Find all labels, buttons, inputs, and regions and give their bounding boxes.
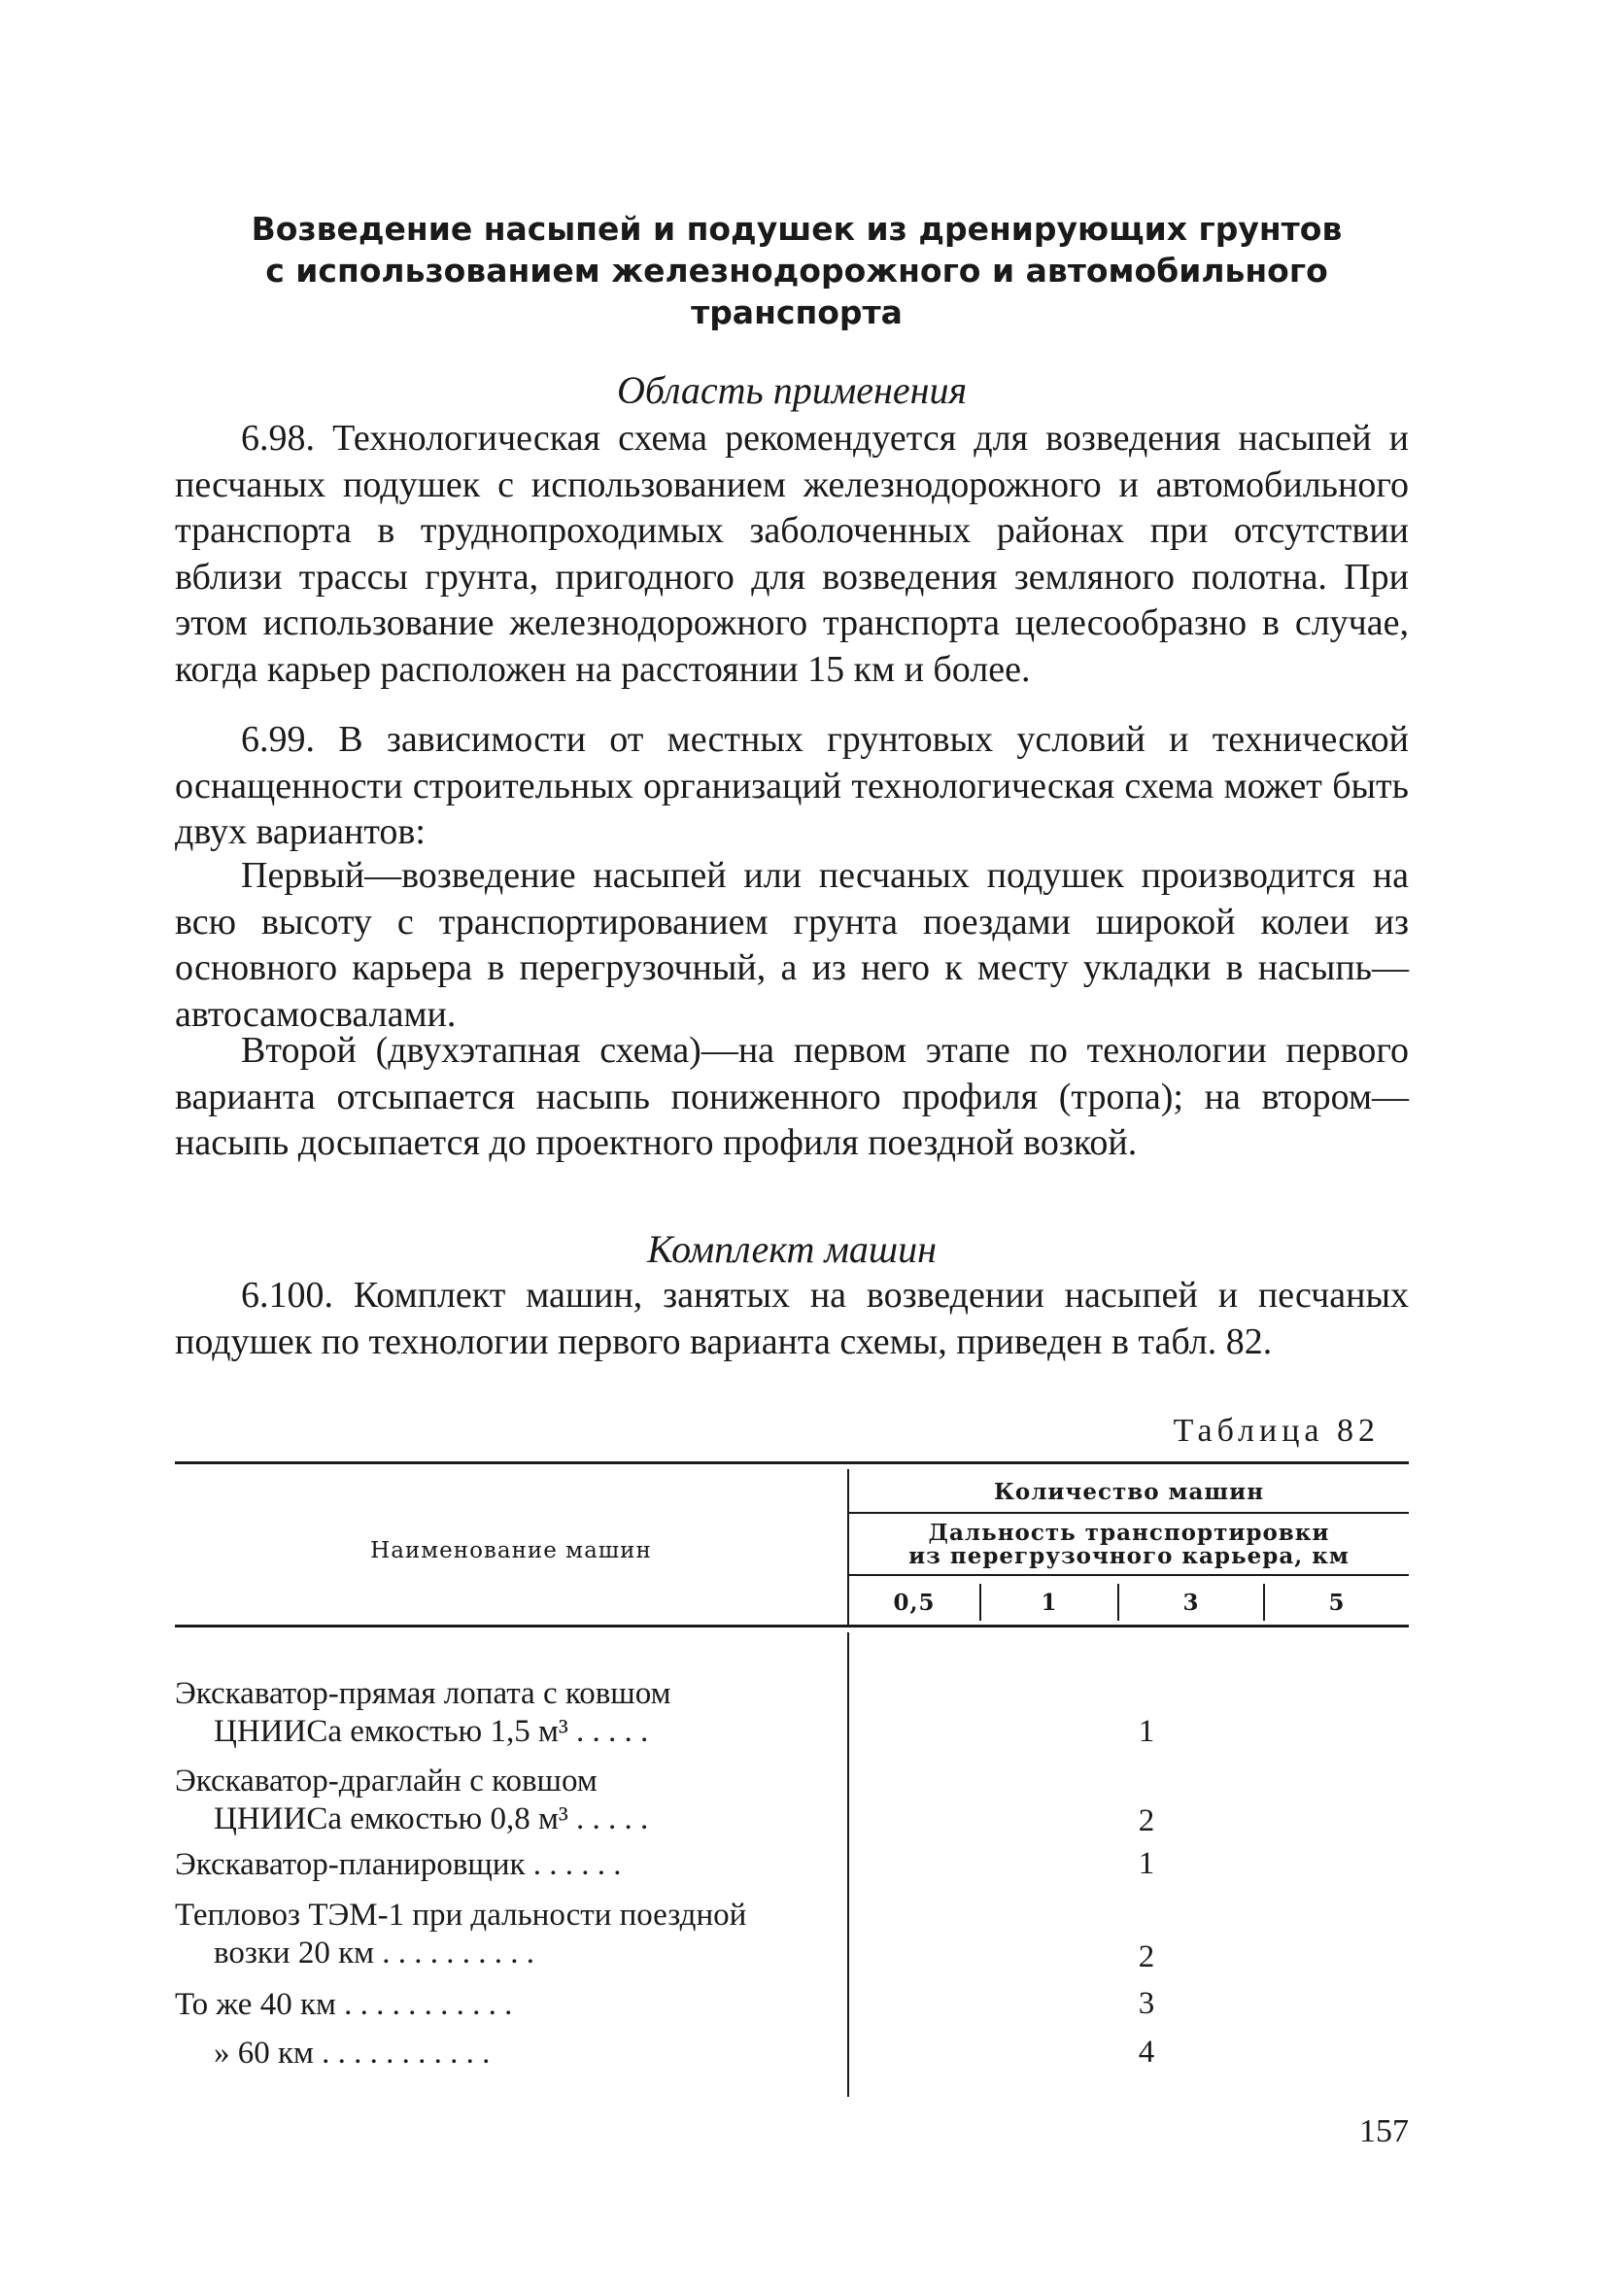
- table-top-rule: [175, 1461, 1409, 1464]
- title-line-1: Возведение насыпей и подушек из дренирующих грунтов: [251, 210, 1343, 248]
- table-row-label: [175, 1846, 836, 1884]
- header-machine-name: Наименование машин: [370, 1538, 652, 1563]
- paragraph-6-99: 6.99. В зависимости от местных грунтовых условий и технической оснащенности строительных организаций технологическая схема может быть двух вариантов:: [175, 719, 1409, 852]
- title-line-2: с использованием железнодорожного и автомобильного: [265, 252, 1328, 290]
- subsection-heading-scope: Область применения: [616, 368, 968, 412]
- section-title: [223, 208, 1370, 333]
- paragraph-6-98: 6.98. Технологическая схема рекомендуется для возведения насыпей и песчаных подушек с использованием железнодорожного и автомобильного транспорта в труднопроходимых заболоченных районах при отсутствии вблизи трассы грунта, пригодного для возведения земляного полотна. При этом использование железнодорожного транспорта целесообразно в случае, когда карьер расположен на расстоянии 15 км и более.: [175, 418, 1409, 690]
- table-caption: Таблица 82: [1173, 1413, 1380, 1449]
- title-line-3: транспорта: [691, 293, 903, 331]
- table-row-label: [175, 1986, 836, 2024]
- header-col-5: 5: [1328, 1590, 1346, 1616]
- header-col-1: 1: [1041, 1590, 1058, 1616]
- row-label-line1: Экскаватор-драглайн с ковшом: [175, 1764, 598, 1799]
- table-row-value: 1: [1138, 1846, 1155, 1881]
- header-distance-line1: Дальность транспортировки: [928, 1520, 1330, 1546]
- table-header-bottom-rule: [175, 1625, 1409, 1628]
- table-row-value: 1: [1138, 1714, 1155, 1749]
- table-row-value: 3: [1138, 1986, 1155, 2021]
- distance-header-rule: [849, 1574, 1409, 1576]
- header-col-0-5: 0,5: [893, 1590, 936, 1616]
- paragraph-variant-second: Второй (двухэтапная схема)—на первом этапе по технологии первого варианта отсыпается насыпь пониженного профиля (тропа); на втором—насыпь досыпается до проектного профиля поездной возкой.: [175, 1030, 1409, 1163]
- row-label-line2: ЦНИИСа емкостью 0,8 м³ . . . . .: [214, 1801, 649, 1836]
- row-label-line1: Экскаватор-прямая лопата с ковшом: [175, 1676, 671, 1711]
- header-distance-line2: из перегрузочного карьера, км: [908, 1543, 1350, 1569]
- page-number: 157: [1359, 2113, 1409, 2149]
- row-label-line2: возки 20 км . . . . . . . . . .: [214, 1936, 534, 1970]
- row-label-line1: Экскаватор-планировщик . . . . . .: [175, 1847, 622, 1882]
- table-body-divider: [847, 1632, 849, 2097]
- table-row-value: 2: [1138, 1803, 1155, 1838]
- header-col-3: 3: [1182, 1590, 1200, 1616]
- header-quantity: Количество машин: [993, 1479, 1265, 1505]
- row-label-line1: То же 40 км . . . . . . . . . . .: [175, 1987, 513, 2022]
- table-row-value: 2: [1138, 1939, 1155, 1974]
- paragraph-6-100: 6.100. Комплект машин, занятых на возведении насыпей и песчаных подушек по технологии первого варианта схемы, приведен в табл. 82.: [175, 1275, 1409, 1362]
- qty-header-rule: [849, 1512, 1409, 1514]
- subsection-heading-machines: Комплект машин: [647, 1227, 937, 1271]
- row-label-line2: ЦНИИСа емкостью 1,5 м³ . . . . .: [214, 1714, 649, 1749]
- table-row-label: [175, 1897, 836, 1972]
- row-label-line1: Тепловоз ТЭМ-1 при дальности поездной: [175, 1898, 747, 1933]
- paragraph-variant-first: Первый—возведение насыпей или песчаных подушек производится на всю высоту с транспортированием грунта поездами широкой колеи из основного карьера в перегрузочный, а из него к месту укладки в насыпь—автосамосвалами.: [175, 855, 1409, 1035]
- row-label-line1: » 60 км . . . . . . . . . . .: [214, 2036, 491, 2071]
- table-row-label: [175, 1675, 836, 1751]
- table-row-value: 4: [1138, 2035, 1155, 2070]
- table-row-label: [175, 1763, 836, 1838]
- table-row-label: [175, 2035, 836, 2073]
